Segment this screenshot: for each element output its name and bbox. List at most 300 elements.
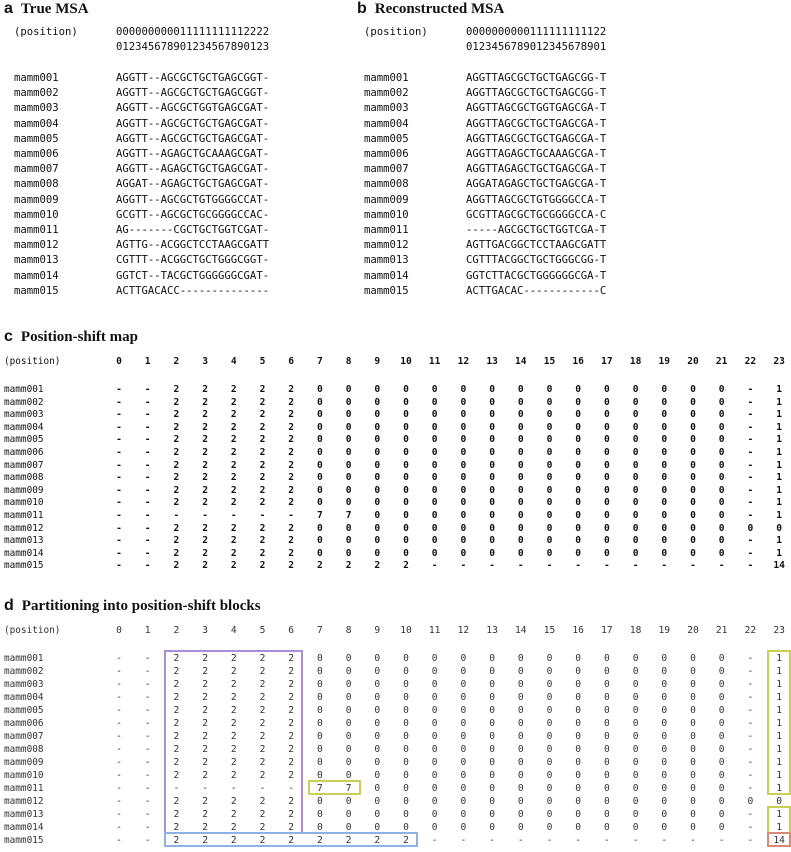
blocks-cell: -	[144, 744, 151, 755]
blocks-cell: 0	[546, 744, 553, 755]
shift-map-column-header: 21	[715, 356, 728, 367]
shift-map-cell: 0	[345, 522, 352, 534]
reconstructed-msa-row-sequence: GCGTTAGCGCTGCGGGGCCA-C	[466, 208, 607, 221]
shift-map-cell: 0	[317, 459, 323, 471]
blocks-cell: 0	[546, 796, 553, 807]
shift-map-cell: 0	[460, 421, 467, 433]
blocks-cell: 0	[489, 653, 495, 664]
shift-map-cell: -	[116, 434, 122, 446]
shift-map-cell: 0	[374, 409, 381, 421]
blocks-cell: 2	[173, 705, 180, 716]
blocks-column-header: 21	[715, 625, 728, 636]
shift-map-cell: -	[747, 459, 754, 471]
blocks-cell: 0	[718, 731, 725, 742]
shift-map-row-name: mamm013	[4, 535, 44, 547]
blocks-cell: 2	[288, 653, 295, 664]
blocks-cell: -	[718, 835, 725, 846]
blocks-cell: 2	[288, 744, 295, 755]
blocks-column-header: 8	[345, 625, 352, 636]
shift-map-cell: 0	[718, 384, 725, 395]
blocks-column-header: 2	[173, 625, 180, 636]
reconstructed-msa-row-name: mamm009	[364, 193, 409, 206]
shift-map-cell: 2	[173, 522, 180, 534]
blocks-cell: 0	[317, 731, 323, 742]
shift-map-cell: 0	[690, 409, 696, 421]
blocks-cell: -	[747, 666, 754, 677]
shift-map-cell: 0	[604, 384, 610, 395]
true-msa-row-name: mamm006	[14, 148, 59, 160]
shift-map-cell: 0	[517, 434, 524, 446]
shift-map-cell: 0	[690, 472, 696, 484]
blocks-cell: 0	[431, 692, 438, 703]
blocks-cell: 0	[431, 783, 438, 794]
shift-map-cell: 0	[632, 535, 639, 547]
blocks-cell: 2	[230, 653, 237, 664]
shift-map-cell: -	[747, 447, 754, 458]
shift-map-cell: 0	[690, 434, 696, 446]
shift-map-cell: 0	[345, 459, 352, 471]
blocks-cell: 0	[403, 705, 409, 716]
shift-map-column-header: 4	[230, 356, 237, 367]
reconstructed-msa-row-sequence: CGTTTACGGCTGCTGGGCGG-T	[466, 254, 607, 267]
shift-map-cell: 0	[374, 472, 381, 484]
blocks-cell: -	[116, 796, 122, 807]
blocks-cell: 2	[230, 666, 237, 677]
true-msa-ruler-tens: 000000000011111111112222	[116, 26, 270, 38]
shift-map-cell: -	[116, 484, 122, 496]
shift-map-cell: 0	[546, 484, 553, 496]
shift-map-cell: -	[747, 396, 754, 408]
blocks-cell: -	[661, 835, 668, 846]
blocks-cell: 0	[604, 679, 610, 690]
blocks-cell: 0	[632, 692, 639, 703]
blocks-row-name: mamm014	[4, 822, 44, 833]
blocks-cell: -	[517, 835, 524, 846]
blocks-cell: 0	[690, 796, 696, 807]
shift-map-column-header: 3	[202, 356, 208, 367]
blocks-cell: 0	[489, 731, 495, 742]
shift-map-cell: -	[116, 560, 122, 572]
blocks-cell: 2	[259, 731, 266, 742]
reconstructed-msa-row-sequence: AGGTTAGCGCTGGTGAGCGA-T	[466, 102, 607, 115]
blocks-cell: -	[116, 731, 122, 742]
blocks-cell: 0	[690, 809, 696, 820]
true-msa-row-name: mamm008	[14, 178, 59, 191]
blocks-cell: 0	[489, 770, 495, 781]
blocks-cell: 0	[317, 822, 323, 833]
blocks-cell: 0	[517, 731, 524, 742]
shift-map-cell: 2	[173, 396, 180, 408]
blocks-cell: 2	[259, 822, 266, 833]
shift-map-cell: 2	[230, 434, 237, 446]
shift-map-cell: 0	[632, 459, 639, 471]
blocks-cell: 2	[202, 809, 208, 820]
shift-map-cell: 0	[374, 484, 381, 496]
shift-map-cell: 2	[202, 409, 208, 421]
shift-map-column-header: 2	[173, 356, 180, 367]
shift-map-cell: 0	[431, 472, 438, 484]
blocks-column-header: 18	[629, 625, 642, 636]
shift-map-cell: 2	[288, 547, 295, 559]
true-msa-row-name: mamm012	[14, 239, 59, 252]
shift-map-cell: 2	[202, 421, 208, 433]
blocks-cell: 0	[718, 783, 725, 794]
shift-map-cell: 0	[403, 396, 409, 408]
shift-map-cell: 0	[575, 510, 582, 521]
shift-map-cell: 0	[690, 396, 696, 408]
blocks-row-name: mamm010	[4, 770, 44, 781]
blocks-cell: 0	[661, 679, 668, 690]
shift-map-cell: 0	[460, 447, 467, 458]
blocks-cell: -	[144, 822, 151, 833]
shift-map-cell: 1	[776, 384, 782, 395]
shift-map-column-header: 15	[543, 356, 556, 367]
blocks-cell: 0	[431, 731, 438, 742]
shift-map-cell: 0	[632, 522, 639, 534]
shift-map-cell: 0	[690, 522, 696, 534]
reconstructed-msa-row-sequence: AGGTTAGAGCTGCTGAGCGA-T	[466, 163, 607, 176]
shift-map-cell: 2	[173, 535, 180, 547]
shift-map-cell: 2	[288, 522, 295, 534]
shift-map-row-name: mamm006	[4, 447, 44, 458]
blocks-cell: 2	[230, 809, 237, 820]
shift-map-cell: 0	[374, 535, 381, 547]
shift-map-cell: 0	[345, 409, 352, 421]
shift-map-cell: 0	[317, 434, 323, 446]
true-msa-row-sequence: AGGTT--AGCGCTGGTGAGCGAT-	[116, 102, 270, 115]
shift-map-cell: 0	[546, 535, 553, 547]
shift-map-cell: 0	[317, 497, 323, 509]
blocks-cell: 2	[202, 822, 208, 833]
shift-map-cell: 0	[489, 522, 495, 534]
shift-map-row-name: mamm009	[4, 484, 44, 496]
shift-map-cell: 0	[718, 535, 725, 547]
shift-map-cell: 0	[403, 434, 409, 446]
blocks-cell: 2	[259, 666, 266, 677]
shift-map-cell: 1	[776, 535, 782, 547]
shift-map-cell: 0	[604, 472, 610, 484]
shift-map-cell: 0	[431, 522, 438, 534]
blocks-cell: 2	[230, 705, 237, 716]
shift-map-cell: 2	[288, 447, 295, 458]
shift-map-cell: 0	[575, 522, 582, 534]
reconstructed-msa-row-name: mamm014	[364, 269, 409, 282]
blocks-cell: 0	[718, 796, 725, 807]
blocks-cell: 0	[575, 705, 582, 716]
blocks-cell: -	[116, 822, 122, 833]
shift-map-cell: 0	[632, 510, 639, 521]
blocks-cell: -	[144, 835, 151, 846]
shift-map-cell: 0	[431, 497, 438, 509]
shift-map-cell: 0	[431, 434, 438, 446]
shift-map-cell: 0	[374, 510, 381, 521]
reconstructed-msa-ruler-ones: 0123456789012345678901	[466, 41, 607, 53]
shift-map-cell: 0	[489, 472, 495, 484]
reconstructed-msa-row-name: mamm002	[364, 87, 409, 100]
shift-map-column-header: 17	[601, 356, 613, 367]
blocks-row-name: mamm003	[4, 679, 44, 690]
blocks-cell: -	[173, 783, 180, 794]
blocks-cell: 0	[345, 757, 352, 768]
blocks-cell: 0	[546, 666, 553, 677]
shift-map-cell: 0	[403, 459, 409, 471]
blocks-cell: -	[747, 757, 754, 768]
blocks-cell: 2	[202, 744, 208, 755]
shift-map-column-header: 19	[658, 356, 671, 367]
shift-map-cell: 0	[403, 409, 409, 421]
shift-map-cell: -	[747, 510, 754, 521]
block-box-green-row11	[308, 780, 361, 795]
blocks-cell: 0	[604, 653, 610, 664]
blocks-cell: -	[690, 835, 696, 846]
shift-map-cell: 0	[403, 522, 409, 534]
blocks-row-name: mamm001	[4, 653, 44, 664]
true-msa-row-sequence: GCGTT--AGCGCTGCGGGGCCAC-	[116, 208, 270, 221]
blocks-cell: 0	[317, 666, 323, 677]
blocks-cell: 0	[690, 666, 696, 677]
shift-map-cell: 2	[288, 560, 295, 572]
shift-map-cell: 2	[202, 434, 208, 446]
blocks-cell: 2	[345, 835, 352, 846]
blocks-cell: 0	[460, 822, 467, 833]
shift-map-cell: 0	[604, 421, 610, 433]
shift-map-cell: 1	[776, 434, 782, 446]
blocks-cell: -	[144, 705, 151, 716]
shift-map-row-name: mamm007	[4, 459, 44, 471]
shift-map-cell: 0	[460, 497, 467, 509]
blocks-cell: 0	[403, 770, 409, 781]
blocks-cell: 0	[345, 679, 352, 690]
blocks-cell: 2	[288, 757, 295, 768]
shift-map-cell: -	[460, 560, 467, 572]
blocks-cell: 0	[632, 679, 639, 690]
shift-map-cell: 0	[517, 497, 524, 509]
blocks-cell: -	[144, 783, 151, 794]
blocks-cell: 0	[546, 731, 553, 742]
shift-map-cell: 0	[575, 535, 582, 547]
shift-map-cell: 0	[460, 510, 467, 521]
shift-map-cell: 2	[173, 472, 180, 484]
shift-map-cell: 2	[230, 560, 237, 572]
blocks-cell: 0	[460, 718, 467, 729]
shift-map-cell: 0	[317, 384, 323, 395]
shift-map-cell: 2	[345, 560, 352, 572]
shift-map-cell: 0	[345, 472, 352, 484]
shift-map-cell: 0	[661, 434, 668, 446]
blocks-cell: 0	[403, 809, 409, 820]
shift-map-cell: 0	[517, 459, 524, 471]
shift-map-cell: -	[144, 409, 151, 421]
shift-map-position-label: (position)	[4, 356, 61, 367]
shift-map-cell: 0	[431, 535, 438, 547]
blocks-cell: 0	[431, 744, 438, 755]
blocks-cell: 0	[489, 822, 495, 833]
shift-map-cell: 2	[230, 535, 237, 547]
blocks-cell: 0	[718, 718, 725, 729]
blocks-cell: 0	[661, 653, 668, 664]
shift-map-cell: 0	[345, 434, 352, 446]
shift-map-column-header: 12	[457, 356, 470, 367]
shift-map-column-header: 23	[773, 356, 785, 367]
reconstructed-msa-row-sequence: AGGATAGAGCTGCTGAGCGA-T	[466, 178, 607, 191]
shift-map-cell: 0	[517, 447, 524, 458]
blocks-cell: -	[144, 731, 151, 742]
blocks-cell: 0	[661, 757, 668, 768]
shift-map-cell: -	[144, 484, 151, 496]
blocks-cell: -	[144, 692, 151, 703]
shift-map-cell: -	[116, 421, 122, 433]
shift-map-cell: 0	[345, 384, 352, 395]
shift-map-cell: 0	[661, 459, 668, 471]
shift-map-cell: 2	[259, 447, 266, 458]
shift-map-cell: -	[116, 409, 122, 421]
block-box-green-col23-mid	[767, 806, 791, 834]
shift-map-cell: 2	[202, 472, 208, 484]
shift-map-cell: 0	[431, 459, 438, 471]
shift-map-cell: 0	[661, 396, 668, 408]
blocks-cell: 2	[230, 731, 237, 742]
reconstructed-msa-row-sequence: AGGTTAGCGCTGCTGAGCGG-T	[466, 87, 607, 100]
reconstructed-msa-row-sequence: ACTTGACAC------------C	[466, 284, 607, 297]
shift-map-cell: 2	[202, 396, 208, 408]
blocks-cell: 2	[259, 770, 266, 781]
blocks-cell: 0	[604, 783, 610, 794]
shift-map-cell: 0	[431, 384, 438, 395]
blocks-cell: -	[116, 679, 122, 690]
blocks-cell: 0	[661, 666, 668, 677]
blocks-cell: -	[747, 679, 754, 690]
shift-map-cell: -	[747, 560, 754, 572]
blocks-cell: 1	[776, 744, 782, 755]
shift-map-cell: 0	[431, 409, 438, 421]
blocks-cell: 0	[374, 796, 381, 807]
shift-map-cell: 2	[288, 396, 295, 408]
blocks-cell: -	[116, 757, 122, 768]
blocks-cell: 0	[345, 744, 352, 755]
shift-map-cell: 0	[546, 459, 553, 471]
shift-map-cell: 2	[202, 497, 208, 509]
shift-map-cell: 1	[776, 497, 782, 509]
blocks-cell: 0	[345, 809, 352, 820]
shift-map-cell: 0	[747, 522, 754, 534]
blocks-cell: -	[230, 783, 237, 794]
shift-map-cell: 0	[489, 409, 495, 421]
shift-map-cell: -	[604, 560, 610, 572]
blocks-cell: 1	[776, 783, 782, 794]
blocks-cell: 0	[546, 692, 553, 703]
shift-map-cell: 2	[173, 447, 180, 458]
reconstructed-msa-row-sequence: AGGTTAGAGCTGCAAAGCGA-T	[466, 148, 607, 160]
shift-map-cell: 2	[202, 522, 208, 534]
shift-map-cell: 0	[489, 497, 495, 509]
blocks-row-name: mamm005	[4, 705, 44, 716]
reconstructed-msa-row-sequence: -----AGCGCTGCTGGTCGA-T	[466, 224, 607, 236]
blocks-cell: 0	[546, 770, 553, 781]
blocks-cell: 2	[173, 692, 180, 703]
reconstructed-msa-row-name: mamm003	[364, 102, 409, 115]
true-msa-row-sequence: AGGTT--AGCGCTGTGGGGCCAT-	[116, 193, 270, 206]
reconstructed-msa-row-sequence: AGGTTAGCGCTGCTGAGCGA-T	[466, 132, 607, 145]
shift-map-cell: 2	[173, 434, 180, 446]
shift-map-cell: 0	[403, 484, 409, 496]
shift-map-cell: -	[116, 396, 122, 408]
shift-map-cell: 0	[661, 421, 668, 433]
blocks-cell: -	[747, 705, 754, 716]
blocks-cell: 2	[202, 705, 208, 716]
shift-map-cell: 2	[317, 560, 323, 572]
blocks-cell: 0	[604, 770, 610, 781]
blocks-cell: 0	[690, 757, 696, 768]
blocks-cell: -	[116, 692, 122, 703]
shift-map-cell: 2	[288, 484, 295, 496]
blocks-row-name: mamm004	[4, 692, 44, 703]
blocks-cell: 2	[259, 718, 266, 729]
shift-map-row-name: mamm003	[4, 409, 44, 421]
shift-map-cell: 0	[374, 547, 381, 559]
blocks-cell: 0	[431, 822, 438, 833]
shift-map-cell: 0	[489, 535, 495, 547]
shift-map-cell: 0	[345, 421, 352, 433]
blocks-cell: 1	[776, 822, 782, 833]
reconstructed-msa-row-sequence: AGGTTAGCGCTGTGGGGCCA-T	[466, 193, 607, 206]
shift-map-cell: 14	[773, 560, 785, 572]
blocks-row-name: mamm013	[4, 809, 44, 820]
shift-map-cell: 0	[374, 459, 381, 471]
shift-map-cell: 0	[403, 421, 409, 433]
shift-map-cell: 0	[718, 484, 725, 496]
blocks-cell: -	[747, 835, 754, 846]
blocks-cell: 0	[546, 809, 553, 820]
blocks-cell: 0	[517, 744, 524, 755]
blocks-cell: 2	[173, 718, 180, 729]
shift-map-cell: 1	[776, 472, 782, 484]
blocks-column-header: 10	[400, 625, 412, 636]
shift-map-cell: 0	[718, 497, 725, 509]
blocks-column-header: 11	[428, 625, 441, 636]
shift-map-cell: 2	[202, 459, 208, 471]
blocks-cell: 2	[230, 718, 237, 729]
blocks-cell: 0	[374, 757, 381, 768]
blocks-cell: 0	[661, 705, 668, 716]
shift-map-cell: 0	[776, 522, 782, 534]
shift-map-cell: 0	[632, 497, 639, 509]
blocks-cell: 0	[604, 822, 610, 833]
panel-b-letter: b	[357, 0, 367, 17]
true-msa-position-label: (position)	[14, 26, 78, 38]
blocks-cell: 2	[288, 718, 295, 729]
blocks-cell: -	[747, 783, 754, 794]
shift-map-cell: 2	[173, 421, 180, 433]
shift-map-cell: 2	[259, 421, 266, 433]
blocks-cell: 0	[718, 744, 725, 755]
shift-map-row-name: mamm004	[4, 421, 44, 433]
blocks-column-header: 4	[230, 625, 237, 636]
shift-map-cell: -	[116, 497, 122, 509]
shift-map-cell: 0	[546, 434, 553, 446]
true-msa-row-name: mamm015	[14, 284, 59, 297]
blocks-cell: 0	[546, 822, 553, 833]
reconstructed-msa-row-sequence: AGTTGACGGCTCCTAAGCGATT	[466, 239, 607, 252]
blocks-cell: 0	[546, 653, 553, 664]
blocks-cell: 0	[604, 744, 610, 755]
blocks-cell: 0	[460, 731, 467, 742]
blocks-cell: 2	[288, 666, 295, 677]
shift-map-cell: -	[288, 510, 295, 521]
blocks-cell: 0	[517, 653, 524, 664]
shift-map-cell: -	[747, 484, 754, 496]
shift-map-cell: 0	[718, 434, 725, 446]
shift-map-cell: 0	[374, 522, 381, 534]
